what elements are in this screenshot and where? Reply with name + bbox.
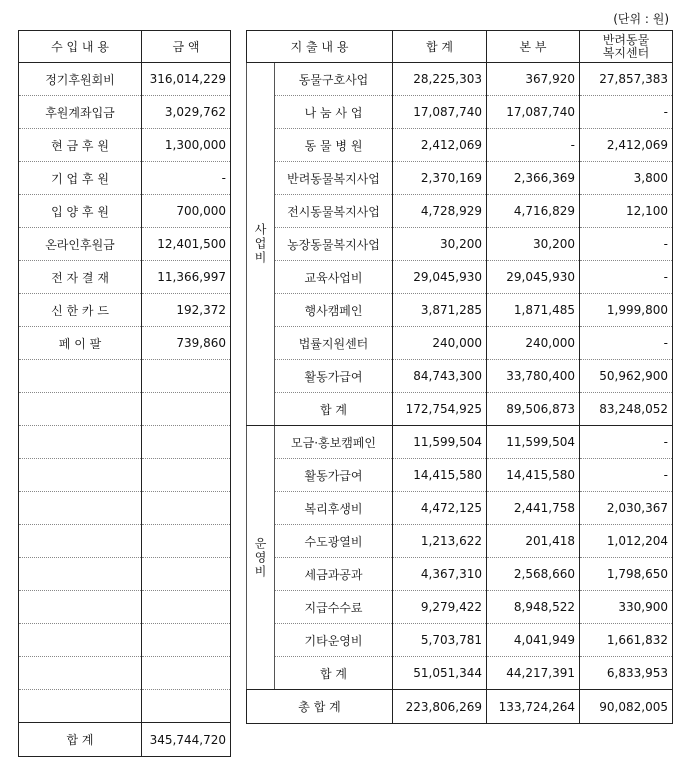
business-hq-cell: 33,780,400 [487,360,580,393]
operating-item-cell: 기타운영비 [275,624,393,657]
income-amount-cell [142,360,231,393]
income-amount-cell [142,657,231,690]
business-total-cell: 3,871,285 [393,294,487,327]
business-row [247,228,673,261]
operating-hq-cell: 14,415,580 [487,459,580,492]
operating-hq-cell: 2,568,660 [487,558,580,591]
business-total-cell: 28,225,303 [393,63,487,96]
income-empty-row [19,492,231,525]
center-header-line2: 복지센터 [602,45,650,60]
income-empty-row [19,591,231,624]
income-row [19,327,231,360]
income-item-cell [19,393,142,426]
income-item-cell: 페 이 팔 [19,327,142,360]
income-amount-cell: - [142,162,231,195]
expense-total-header: 합 계 [393,31,487,63]
income-item-cell: 기 업 후 원 [19,162,142,195]
business-hq-cell: 30,200 [487,228,580,261]
operating-row [247,558,673,591]
operating-section-label: 운영비 [247,426,275,690]
operating-item-cell: 모금·홍보캠페인 [275,426,393,459]
income-row [19,162,231,195]
operating-subtotal-label: 합 계 [275,657,393,690]
business-total-cell: 2,412,069 [393,129,487,162]
income-amount-header: 금 액 [142,31,231,63]
operating-total-cell: 1,213,622 [393,525,487,558]
income-item-cell [19,690,142,723]
operating-center-cell: 2,030,367 [580,492,673,525]
operating-center-cell: 330,900 [580,591,673,624]
business-item-cell: 반려동물복지사업 [275,162,393,195]
operating-subtotal-center: 6,833,953 [580,657,673,690]
income-amount-cell [142,393,231,426]
business-section-label: 사업비 [247,63,275,426]
expense-hq-header: 본 부 [487,31,580,63]
expense-grand-total-row [247,690,673,724]
operating-row [247,624,673,657]
business-row [247,294,673,327]
business-row [247,162,673,195]
income-amount-cell [142,690,231,723]
grand-total-hq: 133,724,264 [487,690,580,724]
business-center-cell: 12,100 [580,195,673,228]
operating-center-cell: - [580,459,673,492]
business-item-cell: 농장동물복지사업 [275,228,393,261]
grand-total-center: 90,082,005 [580,690,673,724]
income-item-cell [19,426,142,459]
income-empty-row [19,393,231,426]
income-amount-cell: 11,366,997 [142,261,231,294]
income-row [19,195,231,228]
income-empty-row [19,657,231,690]
operating-total-cell: 9,279,422 [393,591,487,624]
operating-subtotal-row [247,657,673,690]
business-row [247,63,673,96]
income-amount-cell: 12,401,500 [142,228,231,261]
income-amount-cell [142,624,231,657]
business-row [247,261,673,294]
operating-total-cell: 14,415,580 [393,459,487,492]
income-row [19,294,231,327]
income-amount-cell: 700,000 [142,195,231,228]
business-subtotal-row [247,393,673,426]
operating-total-cell: 5,703,781 [393,624,487,657]
business-item-cell: 나 눔 사 업 [275,96,393,129]
operating-row [247,492,673,525]
operating-subtotal-hq: 44,217,391 [487,657,580,690]
income-item-cell [19,591,142,624]
operating-item-cell: 세금과공과 [275,558,393,591]
income-row [19,261,231,294]
income-item-cell [19,558,142,591]
income-empty-row [19,558,231,591]
business-item-cell: 동 물 병 원 [275,129,393,162]
income-row [19,63,231,96]
operating-hq-cell: 2,441,758 [487,492,580,525]
operating-center-cell: 1,798,650 [580,558,673,591]
operating-hq-cell: 4,041,949 [487,624,580,657]
business-hq-cell: 17,087,740 [487,96,580,129]
income-amount-cell: 3,029,762 [142,96,231,129]
income-item-cell [19,459,142,492]
operating-row [247,459,673,492]
expense-center-header [580,31,673,63]
expense-item-header: 지 출 내 용 [247,31,393,63]
income-empty-row [19,426,231,459]
income-item-cell [19,492,142,525]
operating-subtotal-total: 51,051,344 [393,657,487,690]
business-row [247,129,673,162]
expense-header-row [247,31,673,63]
income-table [18,30,231,757]
income-empty-row [19,360,231,393]
business-hq-cell: 240,000 [487,327,580,360]
business-total-cell: 2,370,169 [393,162,487,195]
business-row [247,195,673,228]
business-item-cell: 활동가급여 [275,360,393,393]
business-row [247,360,673,393]
operating-item-cell: 복리후생비 [275,492,393,525]
operating-center-cell: 1,661,832 [580,624,673,657]
business-subtotal-center: 83,248,052 [580,393,673,426]
business-center-cell: 3,800 [580,162,673,195]
business-hq-cell: - [487,129,580,162]
income-header-row [19,31,231,63]
income-amount-cell [142,525,231,558]
operating-row [247,525,673,558]
income-item-cell: 온라인후원금 [19,228,142,261]
business-row [247,96,673,129]
operating-item-cell: 활동가급여 [275,459,393,492]
business-subtotal-total: 172,754,925 [393,393,487,426]
operating-center-cell: 1,012,204 [580,525,673,558]
income-empty-row [19,624,231,657]
operating-row [247,426,673,459]
expense-body [247,31,673,724]
income-item-cell: 정기후원회비 [19,63,142,96]
income-amount-cell [142,591,231,624]
business-center-cell: 27,857,383 [580,63,673,96]
unit-note: (단위 : 원) [613,12,669,26]
business-hq-cell: 4,716,829 [487,195,580,228]
business-item-cell: 교육사업비 [275,261,393,294]
income-empty-row [19,525,231,558]
income-item-cell [19,624,142,657]
income-empty-row [19,459,231,492]
income-item-cell: 현 금 후 원 [19,129,142,162]
business-center-cell: 2,412,069 [580,129,673,162]
business-subtotal-hq: 89,506,873 [487,393,580,426]
expense-table [246,30,673,724]
income-item-cell [19,525,142,558]
income-amount-cell: 1,300,000 [142,129,231,162]
operating-total-cell: 4,472,125 [393,492,487,525]
business-center-cell: - [580,96,673,129]
business-center-cell: - [580,261,673,294]
operating-center-cell: - [580,426,673,459]
income-row [19,129,231,162]
operating-hq-cell: 11,599,504 [487,426,580,459]
business-total-cell: 240,000 [393,327,487,360]
income-total-label: 합 계 [19,723,142,757]
income-item-cell: 전 자 결 재 [19,261,142,294]
business-center-cell: 1,999,800 [580,294,673,327]
business-hq-cell: 367,920 [487,63,580,96]
income-item-cell: 입 양 후 원 [19,195,142,228]
business-item-cell: 법률지원센터 [275,327,393,360]
income-row [19,228,231,261]
grand-total-total: 223,806,269 [393,690,487,724]
business-subtotal-label: 합 계 [275,393,393,426]
income-amount-cell [142,558,231,591]
business-center-cell: 50,962,900 [580,360,673,393]
income-amount-cell [142,459,231,492]
business-total-cell: 29,045,930 [393,261,487,294]
operating-total-cell: 11,599,504 [393,426,487,459]
business-hq-cell: 29,045,930 [487,261,580,294]
income-row [19,96,231,129]
income-amount-cell [142,492,231,525]
grand-total-label: 총 합 계 [247,690,393,724]
income-empty-row [19,690,231,723]
business-center-cell: - [580,228,673,261]
center-header-line1: 반려동물 [602,32,650,47]
business-total-cell: 30,200 [393,228,487,261]
income-total-amount: 345,744,720 [142,723,231,757]
income-total-row [19,723,231,757]
income-amount-cell: 316,014,229 [142,63,231,96]
business-item-cell: 전시동물복지사업 [275,195,393,228]
operating-item-cell: 지급수수료 [275,591,393,624]
income-body [19,31,231,757]
income-item-cell [19,360,142,393]
income-item-cell: 신 한 카 드 [19,294,142,327]
income-amount-cell: 192,372 [142,294,231,327]
income-amount-cell [142,426,231,459]
business-total-cell: 17,087,740 [393,96,487,129]
business-total-cell: 84,743,300 [393,360,487,393]
business-hq-cell: 2,366,369 [487,162,580,195]
business-item-cell: 행사캠페인 [275,294,393,327]
operating-row [247,591,673,624]
business-hq-cell: 1,871,485 [487,294,580,327]
income-amount-cell: 739,860 [142,327,231,360]
business-total-cell: 4,728,929 [393,195,487,228]
business-item-cell: 동물구호사업 [275,63,393,96]
operating-hq-cell: 8,948,522 [487,591,580,624]
business-center-cell: - [580,327,673,360]
income-item-cell: 후원계좌입금 [19,96,142,129]
income-item-cell [19,657,142,690]
operating-item-cell: 수도광열비 [275,525,393,558]
operating-hq-cell: 201,418 [487,525,580,558]
business-row [247,327,673,360]
operating-total-cell: 4,367,310 [393,558,487,591]
income-item-header: 수 입 내 용 [19,31,142,63]
